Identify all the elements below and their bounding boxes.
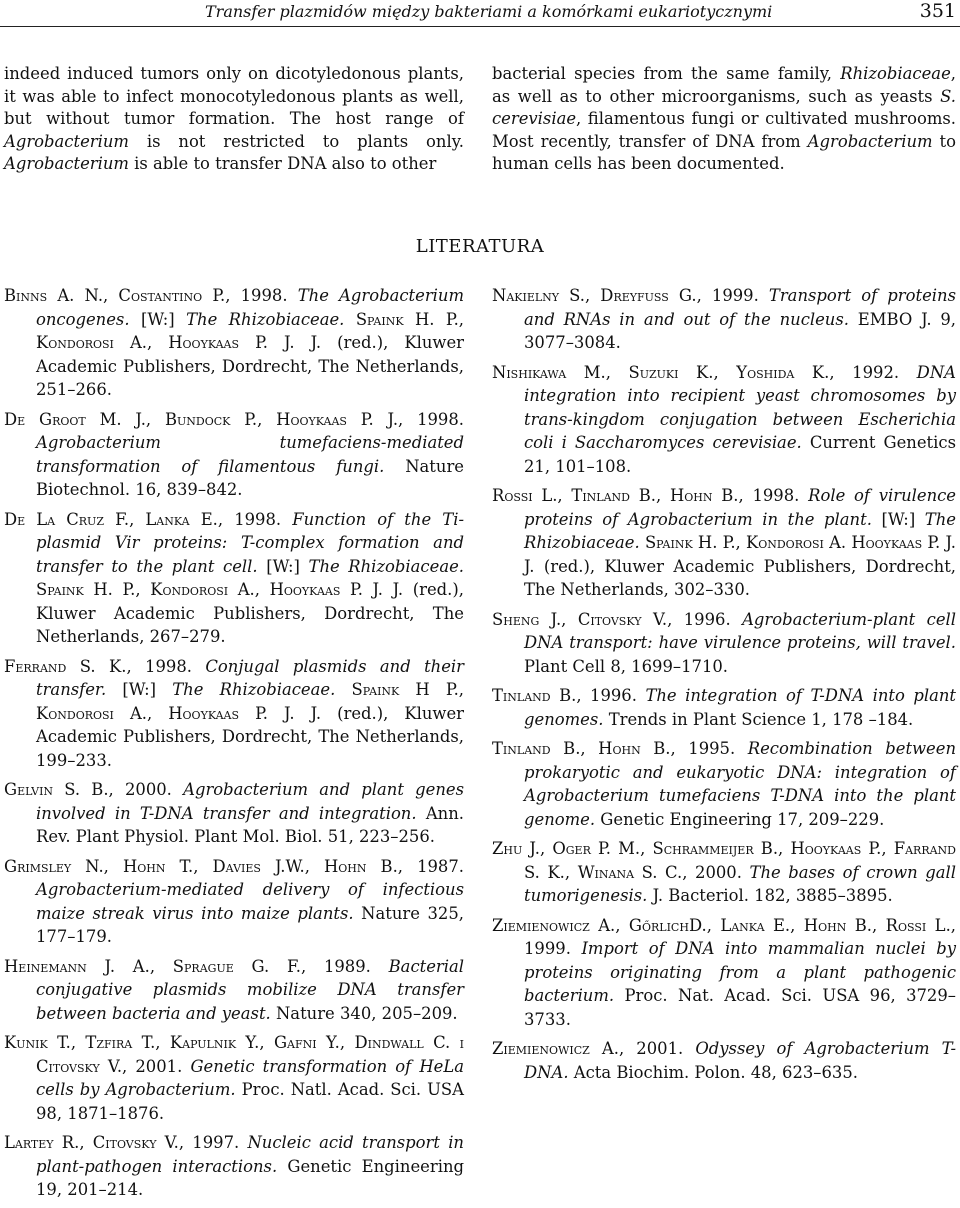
italic-text: The integration of T-DNA into plant genomes. bbox=[524, 686, 956, 729]
italic-text: Agrobacterium bbox=[4, 154, 129, 174]
italic-text: The Rhizobiaceae. bbox=[172, 680, 336, 699]
text-run bbox=[344, 310, 355, 329]
text-run: Current Genetics 21, 101–108. bbox=[524, 433, 956, 476]
text-run: is not restricted to plants only. bbox=[128, 131, 464, 151]
reference-entry bbox=[492, 284, 956, 355]
author-names: Spaink H. P., Kondorosi A. Hooykaas P. J. J. bbox=[524, 533, 956, 576]
text-run: to human cells has been documented. bbox=[492, 131, 956, 174]
reference-entry bbox=[4, 284, 464, 402]
text-run: Proc. Natl. Acad. Sci. USA 98, 1871–1876. bbox=[36, 1080, 464, 1123]
author-names: Nakielny S., Dreyfuss G., 1999. bbox=[492, 286, 769, 305]
author-names: Ferrand S. K., 1998. bbox=[4, 656, 206, 676]
author-names: Ziemienowicz A., GőrlichD., Lanka E., Hohn B., Rossi L., 1999. bbox=[492, 915, 956, 958]
italic-text: The bases of crown gall tumorigenesis. bbox=[524, 862, 957, 905]
text-run: [W:] bbox=[257, 556, 309, 576]
intro-paragraph-right bbox=[492, 63, 956, 176]
italic-text: Nucleic acid transport in plant-pathogen interactions. bbox=[36, 1133, 464, 1176]
text-run: (red.), Kluwer Academic Publishers, Dordrecht, The Netherlands, 251–266. bbox=[36, 333, 464, 399]
running-header bbox=[0, 0, 960, 28]
italic-text: DNA integration into recipient yeast chromosomes by trans-kingdom conjugation between Escherichia coli i Saccharomyces cerevisiae. bbox=[524, 362, 956, 452]
italic-text: Agrobacterium-plant cell DNA transport: have virulence proteins, will travel. bbox=[524, 609, 956, 652]
reference-entry bbox=[492, 737, 956, 831]
italic-text: Agrobacterium bbox=[4, 131, 129, 151]
italic-text: Recombination between prokaryotic and eukaryotic DNA: integration of Agrobacterium tumefaciens T-DNA into the plant genome. bbox=[524, 739, 957, 829]
reference-entry bbox=[4, 855, 464, 949]
italic-text: Bacterial conjugative plasmids mobilize DNA transfer between bacteria and yeast. bbox=[36, 956, 464, 1023]
author-names: Nishikawa M., Suzuki K., Yoshida K., 1992. bbox=[492, 362, 917, 382]
author-names: Tinland B., 1996. bbox=[492, 686, 646, 705]
reference-entry bbox=[4, 1031, 464, 1125]
text-run bbox=[335, 680, 351, 699]
author-names: Kunik T., Tzfira T., Kapulnik Y., Gafni Y., Dindwall C. i Citovsky V., 2001. bbox=[4, 1033, 464, 1076]
text-run: bacterial species from the same family, bbox=[492, 64, 841, 83]
author-names: Spaink H. P., Kondorosi A., Hooykaas P. J. J. bbox=[36, 309, 464, 352]
reference-entry bbox=[492, 914, 956, 1032]
italic-text: Genetic transformation of HeLa cells by Agrobacterium. bbox=[36, 1056, 464, 1099]
text-run: Nature Biotechnol. 16, 839–842. bbox=[36, 456, 464, 499]
author-names: Lartey R., Citovsky V., 1997. bbox=[4, 1133, 248, 1152]
reference-entry bbox=[492, 837, 956, 908]
text-run: Acta Biochim. Polon. 48, 623–635. bbox=[568, 1062, 858, 1082]
reference-entry bbox=[492, 361, 956, 479]
italic-text: Import of DNA into mammalian nuclei by proteins originating from a plant pathogenic bacterium. bbox=[524, 939, 956, 1005]
header-rule bbox=[0, 26, 960, 27]
italic-text: Role of virulence proteins of Agrobacterium in the plant. bbox=[524, 486, 957, 529]
italic-text: Conjugal plasmids and their transfer. bbox=[36, 656, 465, 699]
references-column-left bbox=[4, 284, 464, 1208]
text-run: , filamentous fungi or cultivated mushrooms. Most recently, transfer of DNA from bbox=[492, 109, 956, 151]
text-run: Trends in Plant Science 1, 178 –184. bbox=[603, 709, 914, 729]
reference-entry bbox=[492, 1037, 956, 1084]
author-names: De Groot M. J., Bundock P., Hooykaas P. J., 1998. bbox=[4, 409, 464, 429]
author-names: Zhu J., Oger P. M., Schrammeijer B., Hooykaas P., Farrand S. K., Winana S. C., 2000. bbox=[492, 839, 956, 882]
text-run: Plant Cell 8, 1699–1710. bbox=[524, 656, 729, 676]
text-run: Genetic Engineering 19, 201–214. bbox=[36, 1156, 464, 1199]
reference-entry bbox=[492, 608, 956, 679]
author-names: Ziemienowicz A., 2001. bbox=[492, 1039, 696, 1058]
author-names: Grimsley N., Hohn T., Davies J.W., Hohn B., 1987. bbox=[4, 856, 464, 876]
text-run: [W:] bbox=[106, 680, 173, 699]
author-names: Tinland B., Hohn B., 1995. bbox=[492, 739, 748, 758]
text-run: (red.), Kluwer Academic Publishers, Dordrecht, The Netherlands, 302–330. bbox=[524, 556, 956, 599]
author-names: Heinemann J. A., Sprague G. F., 1989. bbox=[4, 956, 389, 976]
text-run: Ann. Rev. Plant Physiol. Plant Mol. Biol. 51, 223–256. bbox=[36, 803, 464, 846]
author-names: Sheng J., Citovsky V., 1996. bbox=[492, 609, 743, 629]
text-run: , as well as to other microorganisms, such as yeasts bbox=[492, 64, 956, 106]
italic-text: The Rhizobiaceae. bbox=[186, 309, 345, 329]
italic-text: Agrobacterium bbox=[807, 131, 933, 151]
text-run: Nature 325, 177–179. bbox=[36, 903, 464, 946]
reference-entry bbox=[4, 1131, 464, 1202]
reference-entry bbox=[4, 655, 464, 773]
text-run: [W:] bbox=[129, 309, 187, 329]
italic-text: S. cerevisiae bbox=[492, 86, 956, 129]
italic-text: The Agrobacterium oncogenes. bbox=[36, 286, 464, 329]
italic-text: Rhizobiaceae bbox=[840, 64, 951, 83]
intro-paragraph-left bbox=[4, 63, 464, 176]
italic-text: The Rhizobiaceae. bbox=[524, 509, 956, 552]
text-run: (red.), Kluwer Academic Publishers, Dordrecht, The Netherlands, 267–279. bbox=[36, 580, 464, 646]
reference-entry bbox=[4, 955, 464, 1026]
reference-entry bbox=[4, 778, 464, 849]
text-run: Nature 340, 205–209. bbox=[270, 1003, 458, 1023]
page-number: 351 bbox=[919, 0, 956, 22]
reference-entry bbox=[4, 408, 464, 502]
text-run: J. Bacteriol. 182, 3885–3895. bbox=[647, 886, 893, 905]
italic-text: Transport of proteins and RNAs in and out of the nucleus. bbox=[524, 286, 956, 329]
section-heading-literatura: LITERATURA bbox=[415, 236, 545, 257]
text-run: EMBO J. 9, 3077–3084. bbox=[524, 309, 957, 352]
author-names: Spaink H. P., Kondorosi A., Hooykaas P. J. J. bbox=[36, 580, 404, 599]
italic-text: The Rhizobiaceae. bbox=[308, 556, 464, 576]
references-column-right bbox=[492, 284, 956, 1090]
reference-entry bbox=[492, 484, 956, 602]
reference-entry bbox=[4, 508, 464, 649]
author-names: De La Cruz F., Lanka E., 1998. bbox=[4, 509, 293, 529]
italic-text: Agrobacterium tumefaciens-mediated transformation of filamentous fungi. bbox=[36, 433, 464, 476]
author-names: Rossi L., Tinland B., Hohn B., 1998. bbox=[492, 486, 809, 505]
author-names: Spaink H P., Kondorosi A., Hooykaas P. J. J. bbox=[36, 680, 465, 723]
text-run: Genetic Engineering 17, 209–229. bbox=[595, 809, 885, 829]
italic-text: Agrobacterium-mediated delivery of infectious maize streak virus into maize plants. bbox=[36, 880, 464, 923]
author-names: Binns A. N., Costantino P., 1998. bbox=[4, 286, 298, 305]
text-run: is able to transfer DNA also to other bbox=[128, 154, 437, 174]
italic-text: Function of the Ti-plasmid Vir proteins: T-complex formation and transfer to the plant cell. bbox=[36, 509, 464, 576]
author-names: Gelvin S. B., 2000. bbox=[4, 780, 184, 799]
text-run: [W:] bbox=[871, 509, 925, 529]
running-title: Transfer plazmidów między bakteriami a komórkami eukariotycznymi bbox=[205, 2, 773, 21]
text-run: (red.), Kluwer Academic Publishers, Dordrecht, The Netherlands, 199–233. bbox=[36, 703, 464, 770]
text-run: Proc. Nat. Acad. Sci. USA 96, 3729–3733. bbox=[524, 986, 956, 1029]
text-run: indeed induced tumors only on dicotyledonous plants, it was able to infect monocotyledonous plants as well, but without tumor formation. The host range of bbox=[4, 64, 464, 129]
italic-text: Agrobacterium and plant genes involved in T-DNA transfer and integration. bbox=[36, 780, 464, 823]
italic-text: Odyssey of Agrobacterium T-DNA. bbox=[524, 1039, 956, 1082]
reference-entry bbox=[492, 684, 956, 731]
